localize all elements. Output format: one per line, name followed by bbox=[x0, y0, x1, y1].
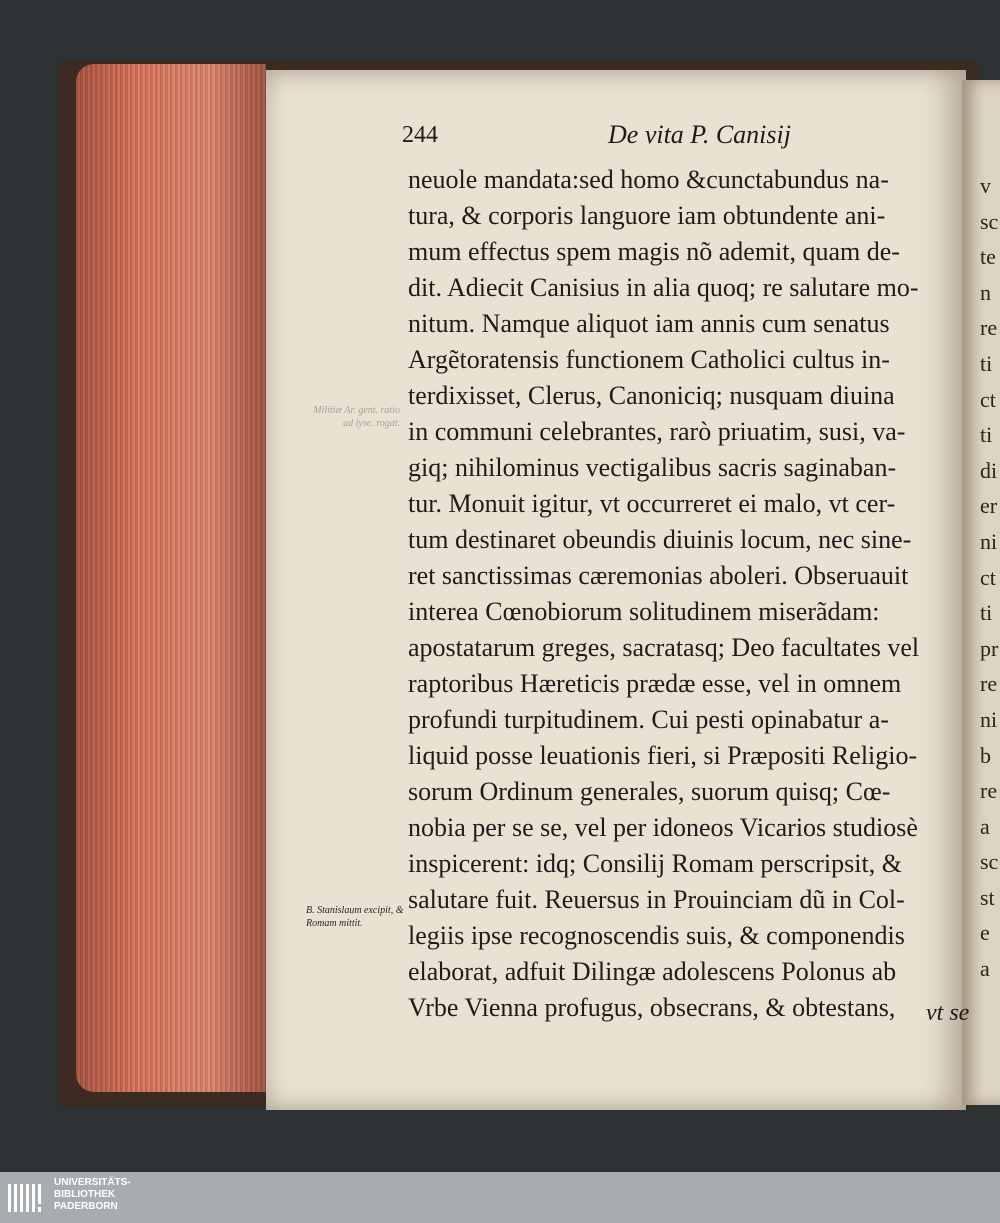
running-head: De vita P. Canisij bbox=[608, 120, 791, 149]
body-text bbox=[408, 162, 964, 1026]
text-line: tur. Monuit igitur, vt occurreret ei malo, vt cer- bbox=[408, 489, 896, 518]
text-line: inspicerent: idq; Consilij Romam perscripsit, & bbox=[408, 849, 902, 878]
facing-page-fragment: a bbox=[980, 813, 990, 839]
logo-line-3: PADERBORN bbox=[54, 1201, 118, 1212]
text-line: sorum Ordinum generales, suorum quisq; Cœ- bbox=[408, 777, 891, 806]
text-line: apostatarum greges, sacratasq; Deo facultates vel bbox=[408, 633, 920, 662]
facing-page-fragment: sc bbox=[980, 849, 999, 875]
margin-note-bleed: Militiæ Ar. gent. ratio ad lyse. rogat. bbox=[313, 405, 400, 429]
facing-page-edge bbox=[962, 80, 1000, 1105]
facing-page-fragment: st bbox=[980, 884, 995, 910]
text-line: ret sanctissimas cæremonias aboleri. Obseruauit bbox=[408, 561, 909, 590]
fore-edge-shading bbox=[76, 64, 266, 1092]
facing-page-fragment: ni bbox=[980, 706, 998, 732]
catchword: vt se bbox=[926, 1000, 970, 1026]
page-header bbox=[402, 122, 942, 158]
facing-page-fragment: re bbox=[980, 315, 998, 341]
text-line: mum effectus spem magis nõ ademit, quam de- bbox=[408, 237, 900, 266]
facing-page-fragment: e bbox=[980, 920, 990, 946]
text-line: elaborat, adfuit Dilingæ adolescens Polonus ab bbox=[408, 957, 897, 986]
text-line: raptoribus Hæreticis prædæ esse, vel in omnem bbox=[408, 669, 902, 698]
text-line: terdixisset, Clerus, Canoniciq; nusquam diuina bbox=[408, 381, 895, 410]
facing-page-fragment: sc bbox=[980, 208, 999, 234]
facing-page-fragment: te bbox=[980, 244, 996, 270]
facing-page-fragment: ti bbox=[980, 600, 993, 626]
text-line: Argẽtoratensis functionem Catholici cultus in- bbox=[408, 345, 890, 374]
facing-page-fragment: re bbox=[980, 778, 998, 804]
text-line: Vrbe Vienna profugus, obsecrans, & obtestans, bbox=[408, 993, 896, 1022]
facing-page-fragment: di bbox=[980, 457, 998, 483]
facing-page-fragment: v bbox=[980, 173, 991, 198]
text-line: nobia per se se, vel per idoneos Vicarios studiosè bbox=[408, 813, 918, 842]
library-logo-text bbox=[54, 1177, 131, 1213]
text-line: tum destinaret obeundis diuinis locum, nec sine- bbox=[408, 525, 912, 554]
text-line: tura, & corporis languore iam obtundente ani- bbox=[408, 201, 886, 230]
text-line: salutare fuit. Reuersus in Prouinciam dũ in Col- bbox=[408, 885, 905, 914]
logo-line-1: UNIVERSITÄTS- bbox=[54, 1177, 131, 1188]
facing-page-fragment: er bbox=[980, 493, 998, 519]
logo-line-2: BIBLIOTHEK bbox=[54, 1189, 116, 1200]
page-number: 244 bbox=[402, 122, 438, 148]
text-line: in communi celebrantes, rarò priuatim, susi, va- bbox=[408, 417, 906, 446]
facing-page-fragment: pr bbox=[980, 635, 999, 661]
facing-page-fragment: ti bbox=[980, 350, 993, 376]
facing-page-fragment: re bbox=[980, 671, 998, 697]
text-line: profundi turpitudinem. Cui pesti opinabatur a- bbox=[408, 705, 889, 734]
text-line: interea Cœnobiorum solitudinem miserãdam: bbox=[408, 597, 880, 626]
facing-page-fragment: ti bbox=[980, 422, 993, 448]
library-logo-icon bbox=[6, 1180, 44, 1216]
text-line: giq; nihilominus vectigalibus sacris saginaban- bbox=[408, 453, 897, 482]
facing-page-fragment: ct bbox=[980, 386, 996, 412]
facing-page-fragment: a bbox=[980, 956, 990, 982]
text-line: neuole mandata:sed homo &cunctabundus na- bbox=[408, 165, 889, 194]
text-line: nitum. Namque aliquot iam annis cum senatus bbox=[408, 309, 890, 338]
footer-bar bbox=[0, 1172, 1000, 1223]
facing-page-fragment: n bbox=[980, 279, 991, 305]
facing-page-fragment: b bbox=[980, 742, 991, 768]
facing-page-fragment: ni bbox=[980, 528, 998, 554]
text-line: liquid posse leuationis fieri, si Præpositi Religio- bbox=[408, 741, 918, 770]
text-line: legiis ipse recognoscendis suis, & componendis bbox=[408, 921, 905, 950]
text-line: dit. Adiecit Canisius in alia quoq; re salutare mo- bbox=[408, 273, 919, 302]
facing-page-fragment: ct bbox=[980, 564, 996, 590]
margin-note: B. Stanislaum excipit, & Romam mittit. bbox=[306, 905, 404, 929]
